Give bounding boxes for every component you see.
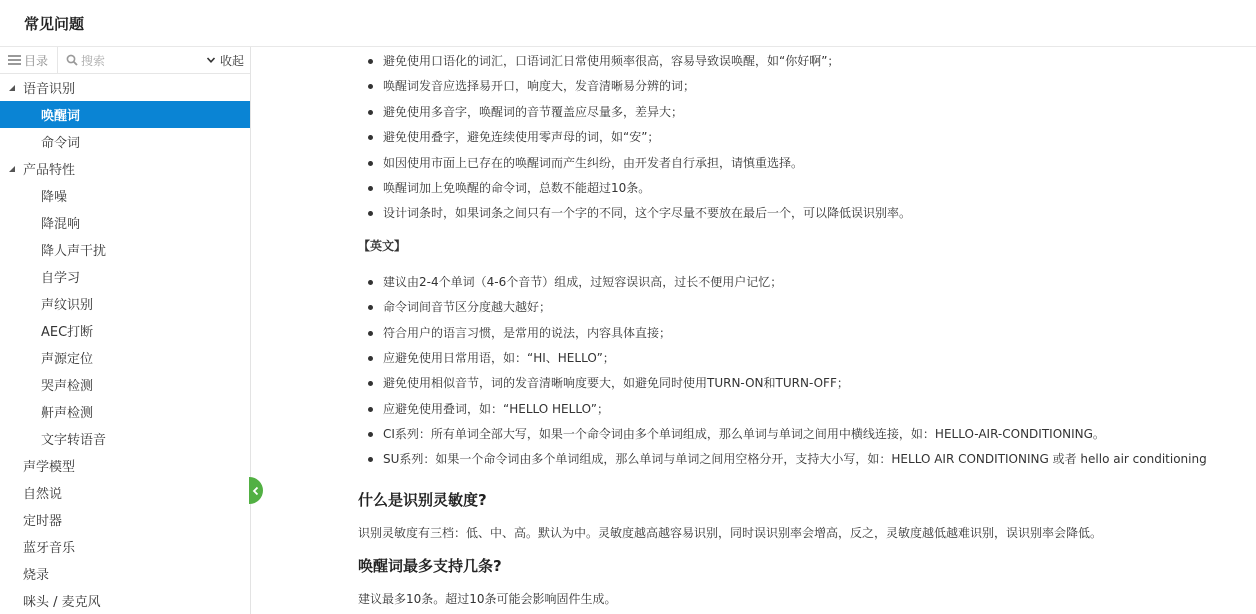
sidebar-item-label: 降人声干扰 — [41, 244, 107, 259]
search-placeholder: 搜索 — [81, 53, 106, 68]
sidebar-item-timer[interactable] — [0, 506, 250, 533]
english-guidelines-list — [358, 270, 1256, 473]
sidebar-item-acoustic-model[interactable] — [0, 452, 250, 479]
sidebar-item-tts[interactable] — [0, 425, 250, 452]
answer-sensitivity: 识别灵敏度有三档：低、中、高。默认为中。灵敏度越高越容易识别，同时误识别率会增高，反之，灵敏度越低越难识别，误识别率会降低。 — [358, 525, 1103, 540]
search-input[interactable] — [58, 47, 200, 73]
sidebar-item-label: 声纹识别 — [41, 298, 94, 313]
sidebar-item-label: 鼾声检测 — [41, 406, 94, 421]
sidebar-item-cry-detection[interactable] — [0, 371, 250, 398]
sidebar-nav — [0, 74, 250, 614]
question-heading-sensitivity: 什么是识别灵敏度? — [358, 490, 487, 509]
caret-expanded-icon — [7, 83, 17, 93]
english-section-heading: 【英文】 — [358, 238, 407, 253]
sidebar-item-label: 声源定位 — [41, 352, 94, 367]
list-item: 避免使用相似音节，词的发音清晰响度要大，如避免同时使用TURN-ON和TURN-OFF； — [358, 371, 1256, 396]
list-icon — [8, 55, 21, 65]
sidebar-item-label: 降噪 — [41, 190, 68, 205]
directory-button[interactable] — [0, 47, 58, 73]
sidebar-item-wake-word[interactable] — [0, 101, 250, 128]
list-item: 建议由2-4个单词（4-6个音节）组成，过短容误识高，过长不便用户记忆； — [358, 270, 1256, 295]
sidebar-item-label: 烧录 — [23, 568, 50, 583]
list-item: 避免使用多音字，唤醒词的音节覆盖应尽量多，差异大； — [358, 100, 1256, 125]
sidebar-item-label: 自然说 — [23, 487, 63, 502]
sidebar-item-voiceprint[interactable] — [0, 290, 250, 317]
list-item: 符合用户的语言习惯，是常用的说法，内容具体直接； — [358, 321, 1256, 346]
chinese-guidelines-list — [358, 49, 1256, 227]
page-title: 常见问题 — [24, 14, 85, 33]
list-item: 避免使用口语化的词汇，口语词汇日常使用频率很高，容易导致误唤醒，如“你好啊”； — [358, 49, 1256, 74]
search-icon — [66, 54, 78, 66]
list-item: 应避免使用叠词，如：“HELLO HELLO”； — [358, 397, 1256, 422]
list-item: CI系列：所有单词全部大写，如果一个命令词由多个单词组成，那么单词与单词之间用中横线连接，如：HELLO-AIR-CONDITIONING。 — [358, 422, 1256, 447]
list-item: 如因使用市面上已存在的唤醒词而产生纠纷，由开发者自行承担，请慎重选择。 — [358, 151, 1256, 176]
sidebar-item-dereverb[interactable] — [0, 209, 250, 236]
list-item: 避免使用叠字，避免连续使用零声母的词，如“安”； — [358, 125, 1256, 150]
sidebar-item-command-word[interactable] — [0, 128, 250, 155]
sidebar-item-label: 哭声检测 — [41, 379, 94, 394]
sidebar-item-label: AEC打断 — [41, 325, 94, 340]
top-header — [0, 0, 1256, 47]
list-item: 命令词间音节区分度越大越好； — [358, 295, 1256, 320]
sidebar-item-noise-reduction[interactable] — [0, 182, 250, 209]
sidebar — [0, 47, 251, 614]
sidebar-item-sound-source[interactable] — [0, 344, 250, 371]
sidebar-item-label: 唤醒词 — [41, 109, 81, 124]
list-item: 应避免使用日常用语，如：“HI、HELLO”； — [358, 346, 1256, 371]
sidebar-item-label: 定时器 — [23, 514, 63, 529]
sidebar-item-voice-interference[interactable] — [0, 236, 250, 263]
sidebar-item-label: 语音识别 — [23, 82, 76, 97]
question-heading-wake-word-count: 唤醒词最多支持几条? — [358, 556, 502, 575]
answer-wake-word-count: 建议最多10条。超过10条可能会影响固件生成。 — [358, 591, 617, 606]
sidebar-item-label: 蓝牙音乐 — [23, 541, 76, 556]
sidebar-item-label: 文字转语音 — [41, 433, 107, 448]
list-item: 设计词条时，如果词条之间只有一个字的不同，这个字尽量不要放在最后一个，可以降低误识别率。 — [358, 201, 1256, 226]
sidebar-item-aec[interactable] — [0, 317, 250, 344]
directory-label: 目录 — [24, 53, 49, 68]
sidebar-item-product-features[interactable] — [0, 155, 250, 182]
sidebar-item-natural-speech[interactable] — [0, 479, 250, 506]
collapse-button[interactable] — [200, 47, 250, 73]
collapse-label: 收起 — [219, 53, 244, 68]
chevron-down-icon — [206, 55, 216, 65]
sidebar-item-bluetooth-music[interactable] — [0, 533, 250, 560]
sidebar-item-snore-detection[interactable] — [0, 398, 250, 425]
sidebar-item-label: 咪头 / 麦克风 — [23, 595, 101, 610]
sidebar-item-label: 降混响 — [41, 217, 81, 232]
sidebar-toolbar — [0, 47, 250, 74]
sidebar-item-burning[interactable] — [0, 560, 250, 587]
caret-expanded-icon — [7, 164, 17, 174]
list-item: 唤醒词发音应选择易开口，响度大，发音清晰易分辨的词； — [358, 74, 1256, 99]
sidebar-item-label: 产品特性 — [23, 163, 76, 178]
sidebar-item-label: 声学模型 — [23, 460, 76, 475]
sidebar-item-microphone[interactable] — [0, 587, 250, 614]
sidebar-item-label: 命令词 — [41, 136, 81, 151]
list-item: SU系列：如果一个命令词由多个单词组成，那么单词与单词之间用空格分开，支持大小写，如：HELLO AIR CONDITIONING 或者 hello air conditioning — [358, 447, 1256, 472]
sidebar-item-self-learning[interactable] — [0, 263, 250, 290]
sidebar-item-label: 自学习 — [41, 271, 81, 286]
sidebar-item-speech-recognition[interactable] — [0, 74, 250, 101]
main-content — [251, 47, 1256, 614]
list-item: 唤醒词加上免唤醒的命令词，总数不能超过10条。 — [358, 176, 1256, 201]
